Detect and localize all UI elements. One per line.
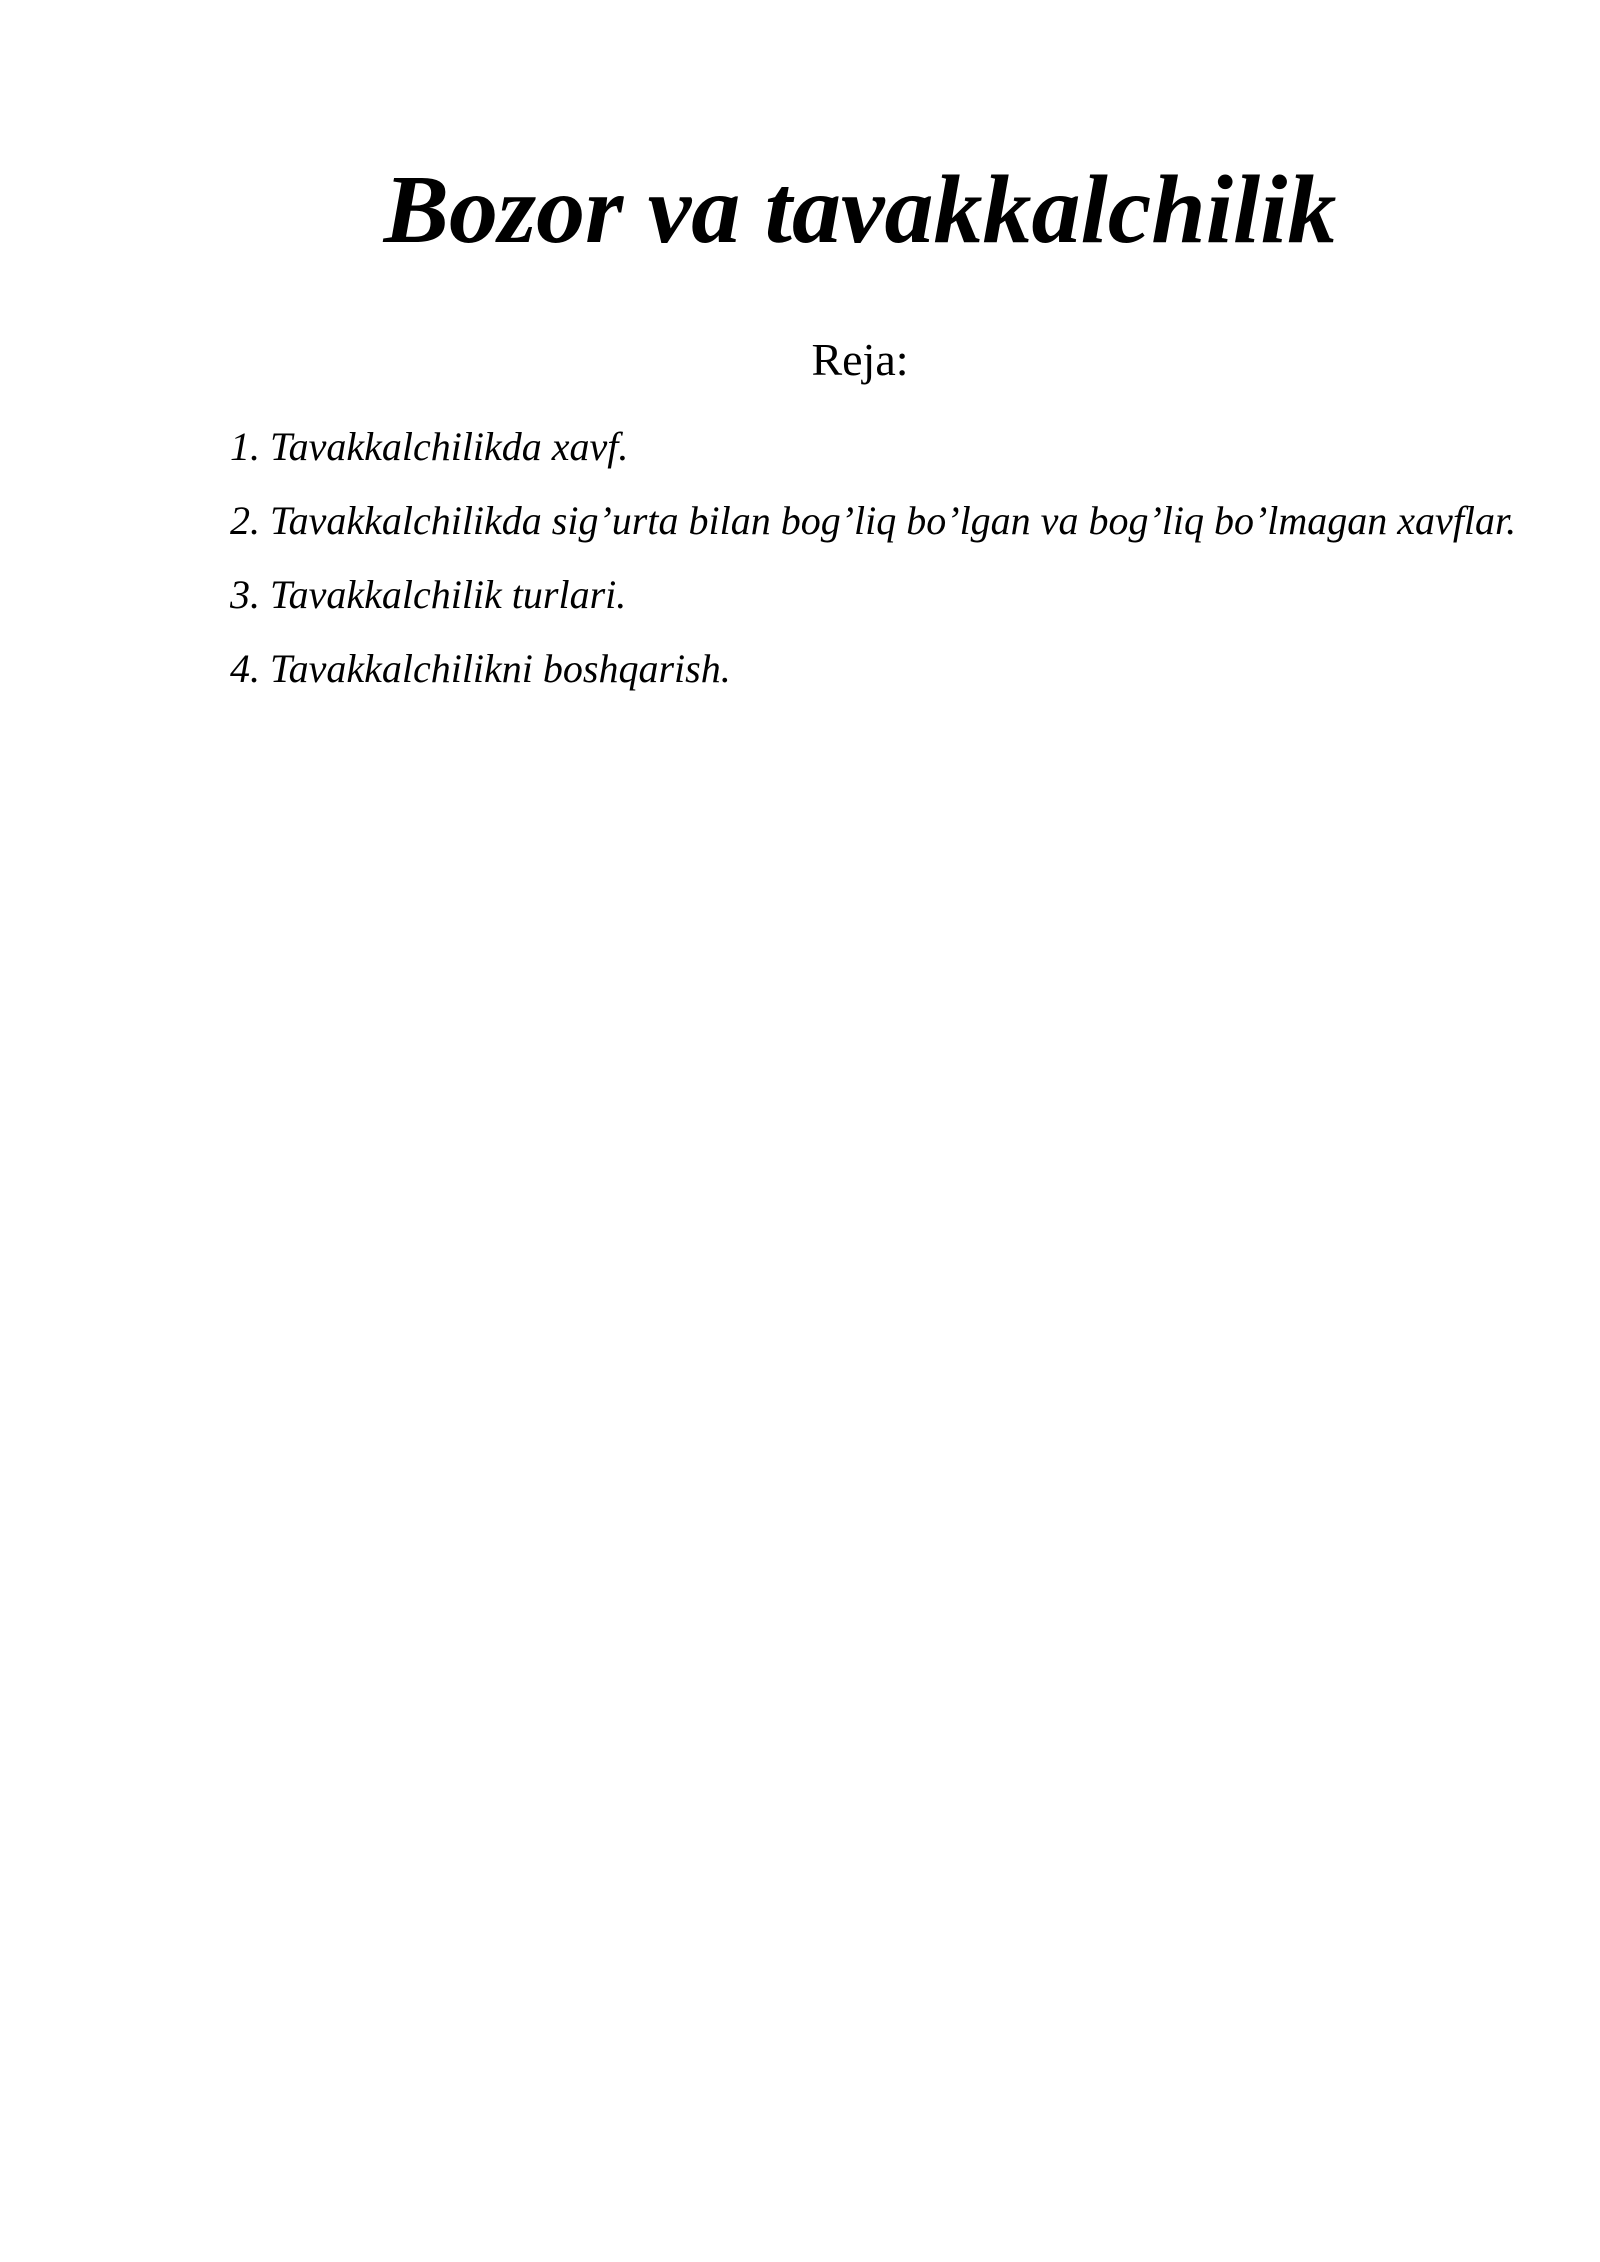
plan-heading: Reja:: [811, 334, 909, 385]
plan-list: [230, 410, 1520, 706]
plan-item-4: 4. Tavakkalchilikni boshqarish.: [230, 646, 731, 691]
plan-item-1: 1. Tavakkalchilikda xavf.: [230, 424, 629, 469]
page-title: Bozor va tavakkalchilik: [383, 156, 1337, 264]
plan-item-2: 2. Tavakkalchilikda sig’urta bilan bog’liq bo’lgan va bog’liq bo’lmagan xavflar.: [230, 498, 1517, 543]
plan-item-3: 3. Tavakkalchilik turlari.: [230, 572, 627, 617]
